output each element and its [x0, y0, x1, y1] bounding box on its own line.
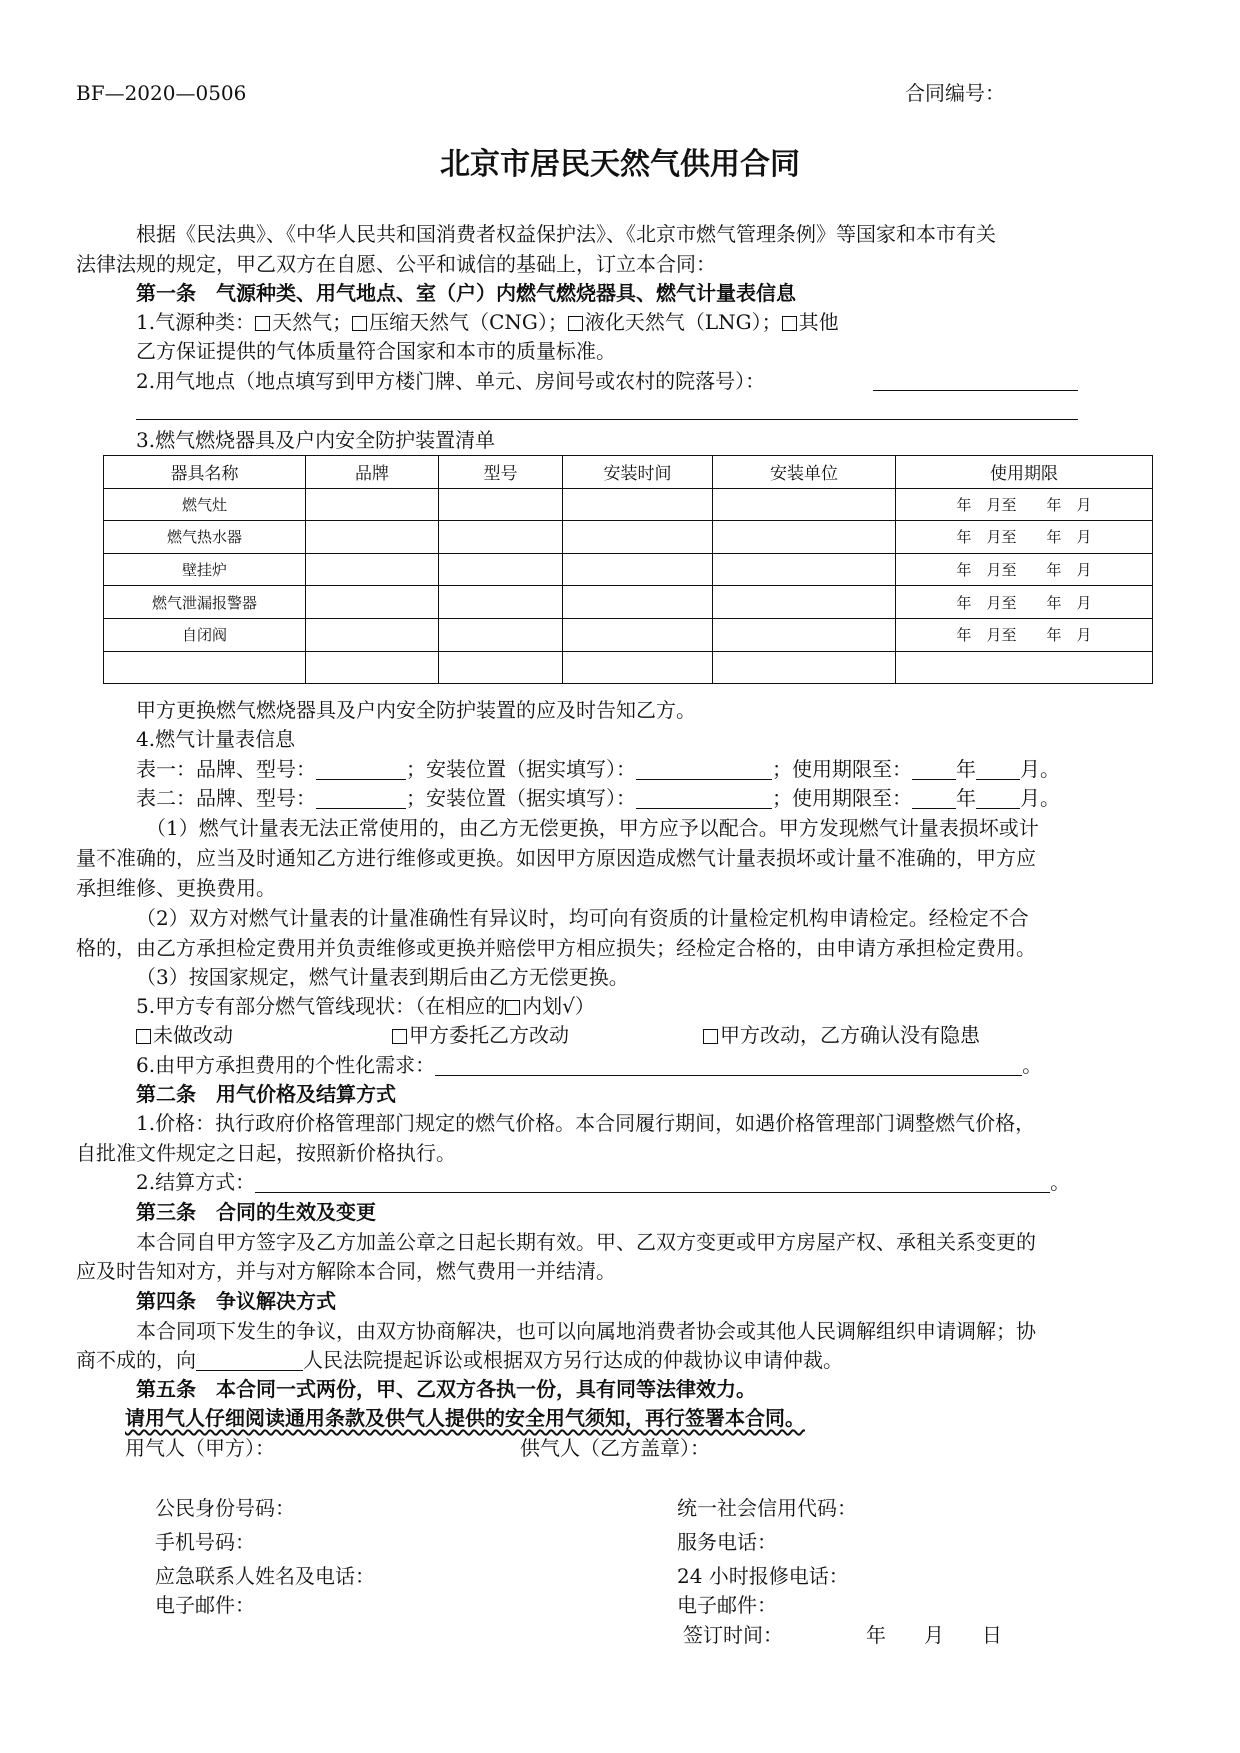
party-b-credit-code: 统一社会信用代码：	[677, 1496, 857, 1520]
pipeline-option-self-modified	[703, 1022, 980, 1048]
pipeline-self-modified-checkbox[interactable]	[703, 1029, 718, 1044]
article-2-heading: 第二条 用气价格及结算方式	[136, 1082, 396, 1106]
court-name-blank[interactable]	[196, 1348, 303, 1371]
table-row	[104, 553, 1153, 586]
model-cell[interactable]	[439, 553, 563, 586]
meter-1-location-blank[interactable]	[636, 757, 772, 780]
install-unit-cell[interactable]	[713, 488, 896, 521]
meter-1-location-label: ；安装位置（据实填写）：	[406, 757, 636, 781]
location-label: 2.用气地点（地点填写到甲方楼门牌、单元、房间号或农村的院落号）：	[136, 369, 766, 393]
equipment-list-title: 3.燃气燃烧器具及户内安全防护装置清单	[136, 428, 496, 452]
sign-year-label: 年	[866, 1623, 886, 1647]
service-period[interactable]: 年 月至 年 月	[896, 586, 1153, 619]
location-blank[interactable]	[873, 390, 1078, 391]
install-time-cell[interactable]	[563, 618, 713, 651]
party-b-email: 电子邮件：	[677, 1593, 777, 1617]
pipeline-delegated-label: 甲方委托乙方改动	[409, 1023, 569, 1047]
brand-cell[interactable]	[306, 651, 439, 684]
brand-cell[interactable]	[306, 488, 439, 521]
pipeline-status-label: 5.甲方专有部分燃气管线现状：（在相应的	[136, 994, 506, 1018]
article-3-line-2: 应及时告知对方，并与对方解除本合同，燃气费用一并结清。	[76, 1259, 616, 1283]
document-code: BF—2020—0506	[76, 81, 247, 105]
page-title: 北京市居民天然气供用合同	[440, 147, 800, 182]
equipment-table	[103, 455, 1153, 684]
meter-1-year-blank[interactable]	[912, 757, 956, 780]
equipment-name: 自闭阀	[104, 618, 306, 651]
meter-clause-3: （3）按国家规定，燃气计量表到期后由乙方无偿更换。	[136, 965, 629, 989]
install-unit-cell[interactable]	[713, 586, 896, 619]
table-header-row	[104, 456, 1153, 489]
gas-other-label: 其他	[798, 310, 839, 334]
install-unit-cell[interactable]	[713, 618, 896, 651]
gas-lng-label: 液化天然气（LNG）；	[584, 310, 782, 334]
party-a-label: 用气人（甲方）：	[125, 1436, 275, 1460]
meter-clause-2-line-1: （2）双方对燃气计量表的计量准确性有异议时，均可向有资质的计量检定机构申请检定。经检定不合	[136, 906, 1029, 930]
meter-2-label: 表二：品牌、型号：	[136, 786, 316, 810]
meter-2-month-blank[interactable]	[976, 786, 1020, 809]
party-a-id-number: 公民身份号码：	[155, 1496, 295, 1520]
article-5-heading: 第五条 本合同一式两份，甲、乙双方各执一份，具有同等法律效力。	[136, 1377, 756, 1401]
article-1-heading: 第一条 气源种类、用气地点、室（户）内燃气燃烧器具、燃气计量表信息	[136, 281, 796, 305]
model-cell[interactable]	[439, 586, 563, 619]
pipeline-unchanged-checkbox[interactable]	[136, 1029, 151, 1044]
pipeline-option-delegated	[392, 1022, 569, 1048]
service-period[interactable]: 年 月至 年 月	[896, 521, 1153, 554]
settlement-end: 。	[1050, 1170, 1071, 1194]
pipeline-status-label-tail: 内划√）	[522, 994, 595, 1018]
party-b-label: 供气人（乙方盖章）：	[520, 1436, 710, 1460]
sign-time-label: 签订时间：	[683, 1623, 783, 1647]
location-blank-line-2[interactable]	[136, 419, 1078, 420]
gas-natural-checkbox[interactable]	[255, 316, 270, 331]
meter-1-month-blank[interactable]	[976, 757, 1020, 780]
install-unit-cell[interactable]	[713, 521, 896, 554]
header-install-time: 安装时间	[563, 456, 713, 489]
install-time-cell[interactable]	[563, 521, 713, 554]
brand-cell[interactable]	[306, 618, 439, 651]
price-line-2: 自批准文件规定之日起，按照新价格执行。	[76, 1141, 456, 1165]
custom-needs-label: 6.由甲方承担费用的个性化需求：	[136, 1053, 436, 1077]
gas-natural-label: 天然气；	[272, 310, 353, 334]
meter-1-line	[136, 756, 1060, 782]
table-row	[104, 651, 1153, 684]
service-period[interactable]: 年 月至 年 月	[896, 488, 1153, 521]
install-unit-cell[interactable]	[713, 553, 896, 586]
pipeline-unchanged-label: 未做改动	[153, 1023, 233, 1047]
article-4-line-1: 本合同项下发生的争议，由双方协商解决，也可以向属地消费者协会或其他人民调解组织申请调解；协	[136, 1319, 1036, 1343]
article-4-heading: 第四条 争议解决方式	[136, 1289, 336, 1313]
table-row	[104, 618, 1153, 651]
sign-day-label: 日	[982, 1623, 1002, 1647]
meter-1-brand-blank[interactable]	[316, 757, 406, 780]
pipeline-delegated-checkbox[interactable]	[392, 1029, 407, 1044]
meter-title: 4.燃气计量表信息	[136, 727, 296, 751]
gas-other-checkbox[interactable]	[782, 316, 797, 331]
quality-note: 乙方保证提供的气体质量符合国家和本市的质量标准。	[136, 339, 616, 363]
header-model: 型号	[439, 456, 563, 489]
settlement-blank[interactable]	[255, 1170, 1050, 1193]
equipment-name: 燃气泄漏报警器	[104, 586, 306, 619]
meter-2-year-blank[interactable]	[912, 786, 956, 809]
replace-note: 甲方更换燃气燃烧器具及户内安全防护装置的应及时告知乙方。	[136, 698, 696, 722]
meter-clause-1-line-3: 承担维修、更换费用。	[76, 876, 276, 900]
contract-number-label: 合同编号：	[905, 81, 1005, 105]
equipment-name: 壁挂炉	[104, 553, 306, 586]
pipeline-self-modified-label: 甲方改动，乙方确认没有隐患	[720, 1023, 980, 1047]
meter-1-label: 表一：品牌、型号：	[136, 757, 316, 781]
sign-month-label: 月	[924, 1623, 944, 1647]
gas-source-line	[136, 309, 839, 335]
custom-needs-blank[interactable]	[435, 1053, 1022, 1076]
gas-source-label: 1.气源种类：	[136, 310, 256, 334]
party-a-mobile: 手机号码：	[155, 1530, 255, 1554]
meter-clause-1-line-2: 量不准确的，应当及时通知乙方进行维修或更换。如因甲方原因造成燃气计量表损坏或计量不准确的，甲方应	[76, 846, 1036, 870]
install-time-cell[interactable]	[563, 488, 713, 521]
table-row	[104, 488, 1153, 521]
brand-cell[interactable]	[306, 586, 439, 619]
party-a-email: 电子邮件：	[155, 1593, 255, 1617]
table-row	[104, 586, 1153, 619]
model-cell[interactable]	[439, 618, 563, 651]
equipment-name[interactable]	[104, 651, 306, 684]
header-brand: 品牌	[306, 456, 439, 489]
meter-2-location-blank[interactable]	[636, 786, 772, 809]
gas-cng-label: 压缩天然气（CNG）；	[369, 310, 568, 334]
party-a-emergency-contact: 应急联系人姓名及电话：	[155, 1564, 375, 1588]
price-line-1: 1.价格：执行政府价格管理部门规定的燃气价格。本合同履行期间，如遇价格管理部门调整燃气价格，	[136, 1111, 1036, 1135]
meter-2-location-label: ；安装位置（据实填写）：	[406, 786, 636, 810]
meter-2-period-label: ；使用期限至：	[772, 786, 912, 810]
settlement-line	[136, 1169, 1070, 1195]
article-4-line-2-post: 人民法院提起诉讼或根据双方另行达成的仲裁协议申请仲裁。	[303, 1348, 843, 1372]
brand-cell[interactable]	[306, 553, 439, 586]
article-3-heading: 第三条 合同的生效及变更	[136, 1200, 376, 1224]
meter-1-month-label: 月。	[1020, 757, 1060, 781]
model-cell[interactable]	[439, 521, 563, 554]
service-period[interactable]	[896, 651, 1153, 684]
intro-line-1: 根据《民法典》、《中华人民共和国消费者权益保护法》、《北京市燃气管理条例》等国家和本市有关	[136, 222, 996, 246]
install-time-cell[interactable]	[563, 553, 713, 586]
intro-line-2: 法律法规的规定，甲乙双方在自愿、公平和诚信的基础上，订立本合同：	[76, 252, 716, 276]
brand-cell[interactable]	[306, 521, 439, 554]
pipeline-status-line	[136, 993, 595, 1019]
signing-notice: 请用气人仔细阅读通用条款及供气人提供的安全用气须知，再行签署本合同。	[125, 1406, 805, 1430]
table-row	[104, 521, 1153, 554]
header-equipment-name: 器具名称	[104, 456, 306, 489]
gas-cng-checkbox[interactable]	[352, 316, 367, 331]
model-cell[interactable]	[439, 651, 563, 684]
article-4-line-2-pre: 商不成的，向	[76, 1348, 196, 1372]
custom-needs-end: 。	[1022, 1053, 1043, 1077]
model-cell[interactable]	[439, 488, 563, 521]
custom-needs-line	[136, 1052, 1042, 1078]
service-period[interactable]: 年 月至 年 月	[896, 618, 1153, 651]
service-period[interactable]: 年 月至 年 月	[896, 553, 1153, 586]
install-time-cell[interactable]	[563, 586, 713, 619]
article-4-line-2	[76, 1347, 843, 1373]
party-b-repair-hotline: 24 小时报修电话：	[677, 1564, 849, 1588]
pipeline-checkbox-example	[505, 1000, 520, 1015]
header-install-unit: 安装单位	[713, 456, 896, 489]
meter-2-year-label: 年	[956, 786, 976, 810]
settlement-label: 2.结算方式：	[136, 1170, 256, 1194]
meter-clause-2-line-2: 格的，由乙方承担检定费用并负责维修或更换并赔偿甲方相应损失；经检定合格的，由申请方承担检定费用。	[76, 936, 1036, 960]
meter-1-year-label: 年	[956, 757, 976, 781]
meter-2-line	[136, 785, 1060, 811]
meter-clause-1-line-1: （1）燃气计量表无法正常使用的，由乙方无偿更换，甲方应予以配合。甲方发现燃气计量表损坏或计	[146, 816, 1039, 840]
article-3-line-1: 本合同自甲方签字及乙方加盖公章之日起长期有效。甲、乙双方变更或甲方房屋产权、承租关系变更的	[136, 1230, 1036, 1254]
install-unit-cell[interactable]	[713, 651, 896, 684]
header-service-period: 使用期限	[896, 456, 1153, 489]
meter-2-brand-blank[interactable]	[316, 786, 406, 809]
meter-2-month-label: 月。	[1020, 786, 1060, 810]
party-b-service-phone: 服务电话：	[677, 1530, 777, 1554]
equipment-name: 燃气热水器	[104, 521, 306, 554]
equipment-name: 燃气灶	[104, 488, 306, 521]
pipeline-option-unchanged	[136, 1022, 233, 1048]
meter-1-period-label: ；使用期限至：	[772, 757, 912, 781]
install-time-cell[interactable]	[563, 651, 713, 684]
gas-lng-checkbox[interactable]	[568, 316, 583, 331]
